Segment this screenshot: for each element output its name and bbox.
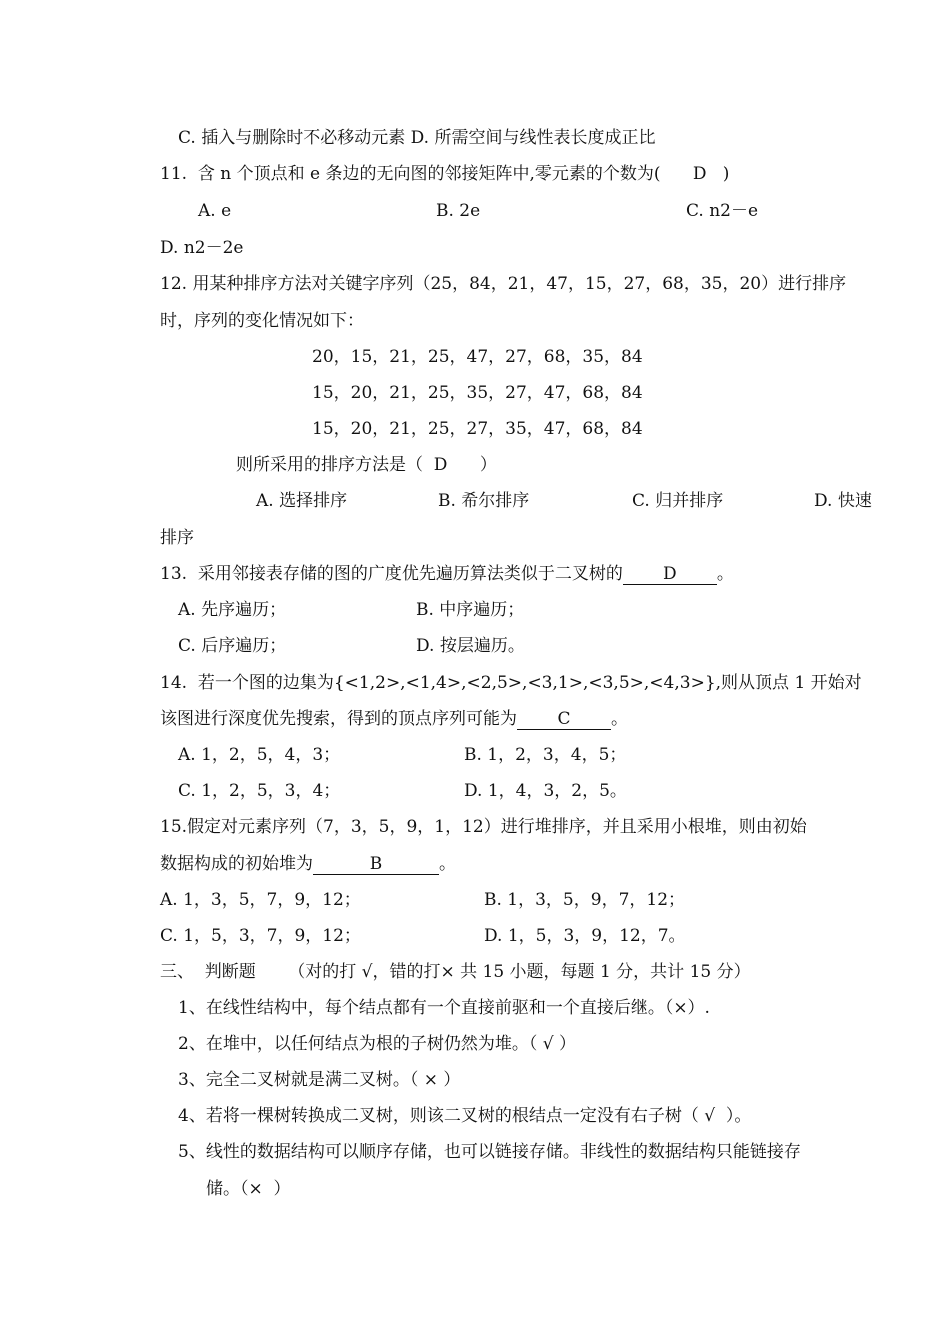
q11-option-d: D. n2－2e (160, 238, 244, 258)
q14-answer-blank: C (517, 709, 611, 730)
judgement-item-3: 3、完全二叉树就是满二叉树。（ × ） (178, 1070, 461, 1090)
q14-option-b: B. 1，2，3，4，5； (464, 745, 627, 765)
judgement-item-5: 5、线性的数据结构可以顺序存储，也可以链接存储。非线性的数据结构只能链接存 (178, 1142, 801, 1162)
q13-stem-text: 13. 采用邻接表存储的图的广度优先遍历算法类似于二叉树的 (160, 564, 623, 584)
judgement-item-1: 1、在线性结构中，每个结点都有一个直接前驱和一个直接后继。（×）. (178, 998, 710, 1018)
q15-stem-line1: 15.假定对元素序列（7，3，5，9，1，12）进行堆排序，并且采用小根堆，则由初始 (160, 817, 807, 837)
q12-sequence-1: 20，15，21，25，47，27，68，35，84 (312, 347, 643, 367)
q12-option-d: D. 快速 (814, 491, 872, 511)
q15-option-b: B. 1，3，5，9，7，12； (484, 890, 686, 910)
q13-option-a: A. 先序遍历； (178, 600, 287, 620)
judgement-item-4: 4、若将一棵树转换成二叉树，则该二叉树的根结点一定没有右子树（ √ ）。 (178, 1106, 752, 1126)
q12-option-c: C. 归并排序 (632, 491, 724, 511)
q14-option-d: D. 1，4，3，2，5。 (464, 781, 627, 801)
q14-stem-line2 (160, 707, 628, 731)
q15-answer-blank: B (313, 854, 439, 875)
q13-option-b: B. 中序遍历； (416, 600, 525, 620)
q15-stem-text: 数据构成的初始堆为 (160, 854, 313, 874)
q10-option-cd: C. 插入与删除时不必移动元素 D. 所需空间与线性表长度成正比 (178, 128, 656, 148)
q13-stem (160, 562, 734, 586)
q12-stem-line2: 时，序列的变化情况如下： (160, 311, 364, 331)
q15-option-d: D. 1，5，3，9，12，7。 (484, 926, 686, 946)
q15-stem-line2 (160, 852, 456, 876)
judgement-item-5-wrap: 储。（× ） (206, 1179, 291, 1199)
q12-stem-line1: 12. 用某种排序方法对关键字序列（25，84，21，47，15，27，68，35，20）进行排序 (160, 274, 847, 294)
q13-stem-end: 。 (716, 564, 734, 584)
q14-option-c: C. 1，2，5，3，4； (178, 781, 341, 801)
q12-sequence-3: 15，20，21，25，27，35，47，68，84 (312, 419, 643, 439)
q14-option-a: A. 1，2，5，4，3； (178, 745, 341, 765)
section3-heading: 三、 判断题 （对的打 √，错的打× 共 15 小题，每题 1 分，共计 15 分） (160, 962, 751, 982)
q11-option-b: B. 2e (436, 201, 481, 221)
q13-option-c: C. 后序遍历； (178, 636, 287, 656)
q12-option-b: B. 希尔排序 (438, 491, 530, 511)
q15-stem-end: 。 (439, 854, 456, 874)
q15-option-c: C. 1，5，3，7，9，12； (160, 926, 361, 946)
q12-option-a: A. 选择排序 (256, 491, 348, 511)
q14-stem-text: 该图进行深度优先搜索，得到的顶点序列可能为 (160, 709, 517, 729)
judgement-item-2: 2、在堆中，以任何结点为根的子树仍然为堆。（ √ ） (178, 1034, 576, 1054)
q11-option-c: C. n2－e (686, 201, 759, 221)
q15-option-a: A. 1，3，5，7，9，12； (160, 890, 361, 910)
q14-stem-line1: 14. 若一个图的边集为{<1,2>,<1,4>,<2,5>,<3,1>,<3,5>,<4,3>},则从顶点 1 开始对 (160, 673, 862, 693)
q13-option-d: D. 按层遍历。 (416, 636, 525, 656)
q11-option-a: A. e (198, 201, 232, 221)
q12-option-d-wrap: 排序 (160, 528, 194, 548)
q11-stem: 11. 含 n 个顶点和 e 条边的无向图的邻接矩阵中,零元素的个数为( D ) (160, 164, 730, 184)
q13-answer-blank: D (623, 564, 717, 585)
q12-question: 则所采用的排序方法是（ D ） (236, 455, 497, 475)
q14-stem-end: 。 (611, 709, 628, 729)
q12-sequence-2: 15，20，21，25，35，27，47，68，84 (312, 383, 643, 403)
